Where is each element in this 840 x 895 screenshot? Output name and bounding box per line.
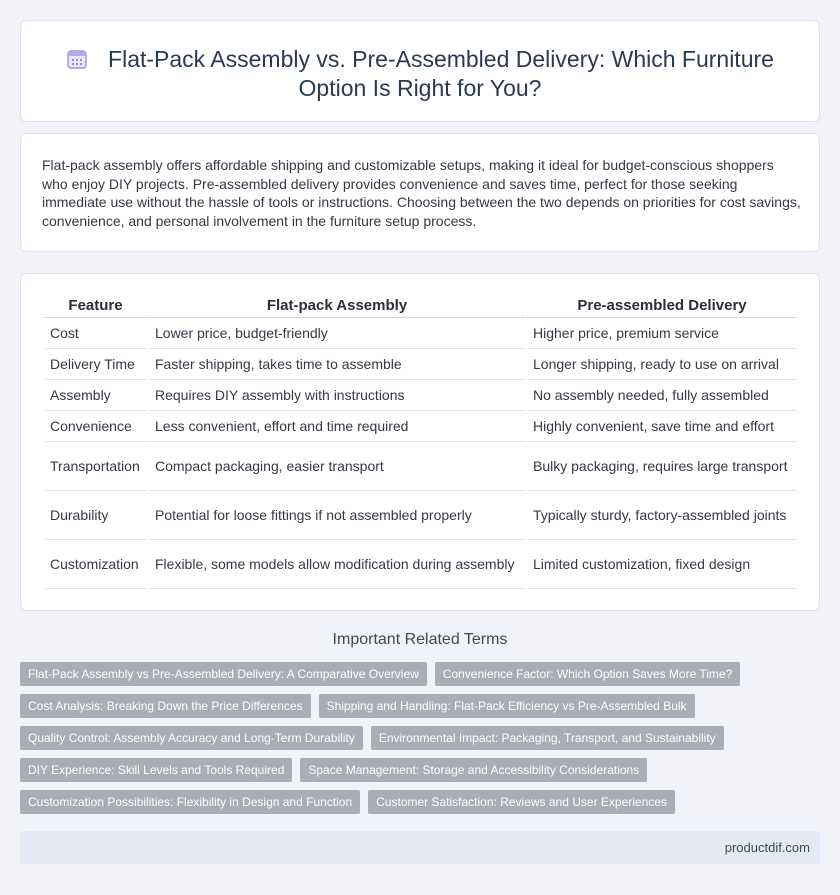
intro-paragraph: Flat-pack assembly offers affordable shipping and customizable setups, making it ideal for budget-conscious shoppers who enjoy DIY projects. Pre-assembled delivery provides convenience and saves time, perfect for those seeking immediate use without the hassle of tools or instructions. Choosing between the two depends on priorities for cost savings, convenience, and personal involvement in the furniture setup process. [42,157,801,229]
table-row [44,380,797,411]
page-title [21,45,819,103]
table-row [44,349,797,380]
comparison-card [20,273,820,611]
feature-cell: Delivery Time [44,349,147,380]
related-term-tag[interactable]: Environmental Impact: Packaging, Transport, and Sustainability [371,726,724,750]
related-term-tag[interactable]: DIY Experience: Skill Levels and Tools Required [20,758,292,782]
tag-row [20,694,820,718]
pre-assembled-cell: Limited customization, fixed design [527,540,797,589]
feature-cell: Convenience [44,411,147,442]
flat-pack-cell: Faster shipping, takes time to assemble [149,349,525,380]
table-row [44,491,797,540]
table-header-row [44,295,797,318]
related-term-tag[interactable]: Customization Possibilities: Flexibility in Design and Function [20,790,360,814]
pre-assembled-cell: Longer shipping, ready to use on arrival [527,349,797,380]
related-terms-list [20,662,820,822]
footer-site-link[interactable]: productdif.com [724,840,810,855]
table-row [44,540,797,589]
header-feature: Feature [44,295,147,318]
tag-row [20,790,820,814]
flat-pack-cell: Compact packaging, easier transport [149,442,525,491]
table-row [44,411,797,442]
pre-assembled-cell: No assembly needed, fully assembled [527,380,797,411]
feature-cell: Assembly [44,380,147,411]
table-row [44,318,797,349]
flat-pack-cell: Less convenient, effort and time required [149,411,525,442]
flat-pack-cell: Requires DIY assembly with instructions [149,380,525,411]
flat-pack-cell: Lower price, budget-friendly [149,318,525,349]
related-term-tag[interactable]: Customer Satisfaction: Reviews and User Experiences [368,790,675,814]
header-flat-pack: Flat-pack Assembly [149,295,525,318]
pre-assembled-cell: Higher price, premium service [527,318,797,349]
tag-row [20,726,820,750]
related-terms-title: Important Related Terms [332,631,508,648]
feature-cell: Cost [44,318,147,349]
calendar-icon [66,48,88,70]
page-title-text: Flat-Pack Assembly vs. Pre-Assembled Delivery: Which Furniture Option Is Right for You? [108,46,774,101]
related-term-tag[interactable]: Cost Analysis: Breaking Down the Price Differences [20,694,311,718]
footer-bar [20,831,820,864]
tag-row [20,662,820,686]
tag-row [20,758,820,782]
title-card [20,20,820,122]
related-term-tag[interactable]: Convenience Factor: Which Option Saves More Time? [435,662,740,686]
related-term-tag[interactable]: Shipping and Handling: Flat-Pack Efficiency vs Pre-Assembled Bulk [319,694,695,718]
feature-cell: Customization [44,540,147,589]
pre-assembled-cell: Typically sturdy, factory-assembled joints [527,491,797,540]
pre-assembled-cell: Highly convenient, save time and effort [527,411,797,442]
related-term-tag[interactable]: Space Management: Storage and Accessibility Considerations [300,758,647,782]
flat-pack-cell: Potential for loose fittings if not assembled properly [149,491,525,540]
table-row [44,442,797,491]
comparison-table [42,295,799,589]
flat-pack-cell: Flexible, some models allow modification during assembly [149,540,525,589]
related-term-tag[interactable]: Quality Control: Assembly Accuracy and Long-Term Durability [20,726,363,750]
intro-card [20,133,820,252]
related-term-tag[interactable]: Flat-Pack Assembly vs Pre-Assembled Delivery: A Comparative Overview [20,662,427,686]
header-pre-assembled: Pre-assembled Delivery [527,295,797,318]
feature-cell: Transportation [44,442,147,491]
feature-cell: Durability [44,491,147,540]
pre-assembled-cell: Bulky packaging, requires large transport [527,442,797,491]
